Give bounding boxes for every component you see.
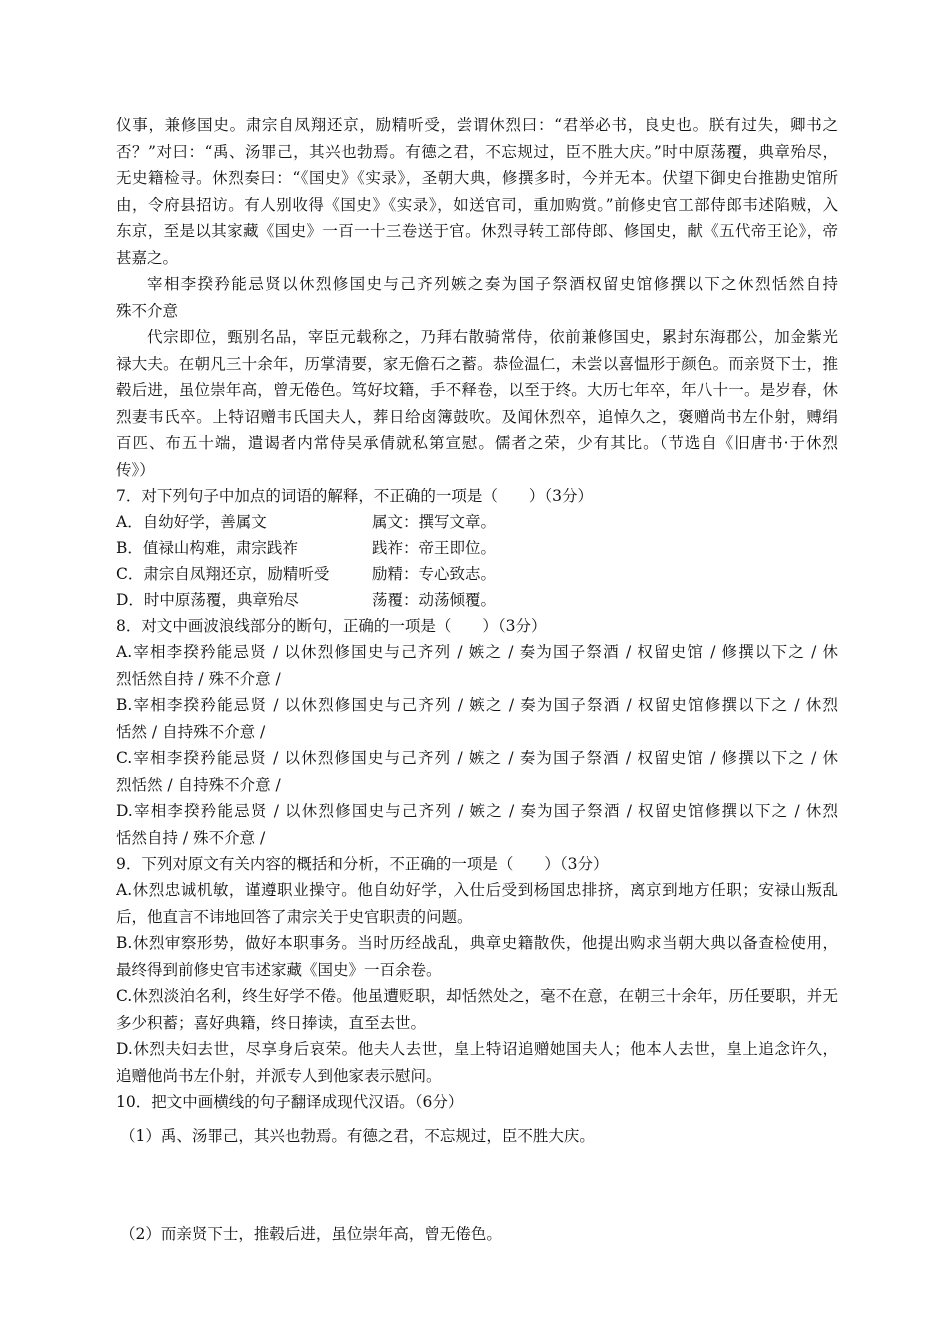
question-9-option-d — [116, 1036, 838, 1089]
question-8-option-b — [116, 692, 838, 745]
option-explanation: 荡覆：动荡倾覆。 — [372, 591, 497, 609]
text-line: 毂后进，虽位崇年高，曾无倦色。笃好坟籍，手不释卷，以至于终。大历七年卒，年八十一。是岁春，休 — [116, 381, 838, 399]
text-line: 东京，至是以其家藏《国史》一百一十三卷送于官。休烈寻转工部侍郎、修国史，献《五代帝王论》，帝 — [116, 222, 838, 240]
text-line: 百匹、布五十端，遣谒者内常侍吴承倩就私第宣慰。儒者之荣，少有其比。（节选自《旧唐书·于休烈 — [116, 434, 838, 452]
question-7-stem: 7．对下列句子中加点的词语的解释，不正确的一项是（ ）（3分） — [116, 487, 593, 505]
text-line: B.休烈审察形势，做好本职事务。当时历经战乱，典章史籍散佚，他提出购求当朝大典以备查检使用， — [116, 934, 838, 952]
text-line: 烈恬然自持 / 殊不介意 / — [116, 669, 281, 688]
question-8-option-a — [116, 639, 838, 692]
question-7 — [116, 483, 838, 613]
question-7-option-c — [116, 561, 838, 587]
passage-paragraph-2-unpunctuated — [116, 271, 838, 324]
text-line: 最终得到前修史官韦述家藏《国史》一百余卷。 — [116, 960, 442, 979]
question-7-option-d — [116, 587, 838, 613]
question-9-option-a — [116, 877, 838, 930]
question-9-stem: 9．下列对原文有关内容的概括和分析，不正确的一项是（ ）（3分） — [116, 855, 609, 873]
text-line: D.休烈夫妇去世，尽享身后哀荣。他夫人去世，皇上特诏追赠她国夫人；他本人去世，皇上追念许久， — [116, 1040, 838, 1058]
text-line: 仪事，兼修国史。肃宗自凤翔还京，励精听受，尝谓休烈曰：“君举必书，良史也。朕有过失，卿书之 — [116, 116, 838, 134]
translation-item-2: （2）而亲贤下士，推毂后进，虽位崇年高，曾无倦色。 — [120, 1225, 502, 1243]
text-line: 无史籍检寻。休烈奏曰：“《国史》《实录》，圣朝大典，修撰多时，今并无本。伏望下御史台推勘史馆所 — [116, 169, 838, 187]
question-7-option-b — [116, 535, 838, 561]
text-line: C.宰相李揆矜能忌贤 / 以休烈修国史与己齐列 / 嫉之 / 奏为国子祭酒 / 权留史馆 / 修撰以下之 / 休 — [116, 749, 838, 767]
option-explanation: 励精：专心致志。 — [372, 565, 497, 583]
question-7-option-a — [116, 509, 838, 535]
text-line: 后，他直言不讳地回答了肃宗关于史官职责的问题。 — [116, 907, 473, 926]
question-10 — [116, 1089, 838, 1247]
text-line: 宰相李揆矜能忌贤以休烈修国史与己齐列嫉之奏为国子祭酒权留史馆修撰以下之休烈恬然自持 — [147, 275, 838, 293]
answer-space[interactable] — [116, 1149, 838, 1221]
text-line: 多少积蓄；喜好典籍，终日捧读，直至去世。 — [116, 1013, 427, 1032]
passage-paragraph-1 — [116, 112, 838, 271]
text-line: 否？”对曰：“禹、汤罪己，其兴也勃焉。有德之君，不忘规过，臣不胜大庆。”时中原荡覆，典章殆尽， — [116, 142, 838, 161]
text-line: D.宰相李揆矜能忌贤 / 以休烈修国史与己齐列 / 嫉之 / 奏为国子祭酒 / 权留史馆修撰以下之 / 休烈 — [116, 802, 838, 820]
question-8-option-d — [116, 798, 838, 851]
text-line: 代宗即位，甄别名品，宰臣元载称之，乃拜右散骑常侍，依前兼修国史，累封东海郡公，加金紫光 — [147, 328, 838, 346]
passage-paragraph-3 — [116, 324, 838, 483]
option-explanation: 践祚：帝王即位。 — [372, 539, 497, 557]
text-line: 追赠他尚书左仆射，并派专人到他家表示慰问。 — [116, 1066, 442, 1085]
exam-page — [116, 112, 838, 1247]
text-line: 烈恬然 / 自持殊不介意 / — [116, 775, 281, 794]
question-8-option-c — [116, 745, 838, 798]
text-line: 恬然 / 自持殊不介意 / — [116, 722, 266, 741]
text-line: 殊不介意 — [116, 301, 179, 320]
option-sentence: C．肃宗自凤翔还京，励精听受 — [116, 565, 330, 583]
translation-item-1: （1）禹、汤罪己，其兴也勃焉。有德之君，不忘规过，臣不胜大庆。 — [120, 1127, 595, 1145]
option-explanation: 属文：撰写文章。 — [372, 513, 497, 531]
question-8-stem: 8．对文中画波浪线部分的断句，正确的一项是（ ）（3分） — [116, 617, 547, 635]
text-line: B.宰相李揆矜能忌贤 / 以休烈修国史与己齐列 / 嫉之 / 奏为国子祭酒 / 权留史馆修撰以下之 / 休烈 — [116, 696, 838, 714]
question-10-stem: 10．把文中画横线的句子翻译成现代汉语。（6分） — [116, 1093, 464, 1111]
text-line: 传》） — [116, 460, 155, 479]
option-sentence: A．自幼好学，善属文 — [116, 513, 267, 531]
question-9-option-b — [116, 930, 838, 983]
option-sentence: B．值禄山构难，肃宗践祚 — [116, 539, 298, 557]
text-line: 禄大夫。在朝凡三十余年，历掌清要，家无儋石之蓄。恭俭温仁，未尝以喜愠形于颜色。而亲贤下士，推 — [116, 354, 838, 373]
question-9 — [116, 851, 838, 1089]
option-sentence: D．时中原荡覆，典章殆尽 — [116, 591, 299, 609]
question-9-option-c — [116, 983, 838, 1036]
text-line: 甚嘉之。 — [116, 248, 179, 267]
text-line: C.休烈淡泊名利，终生好学不倦。他虽遭贬职，却恬然处之，毫不在意，在朝三十余年，历任要职，并无 — [116, 987, 838, 1005]
text-line: 恬然自持 / 殊不介意 / — [116, 828, 266, 847]
text-line: 烈妻韦氏卒。上特诏赠韦氏国夫人，葬日给卤簿鼓吹。及闻休烈卒，追悼久之，褒赠尚书左仆射，赙绢 — [116, 407, 838, 426]
text-line: A.宰相李揆矜能忌贤 / 以休烈修国史与己齐列 / 嫉之 / 奏为国子祭酒 / 权留史馆 / 修撰以下之 / 休 — [116, 643, 838, 661]
question-8 — [116, 613, 838, 851]
text-line: A.休烈忠诚机敏，谨遵职业操守。他自幼好学，入仕后受到杨国忠排挤，离京到地方任职；安禄山叛乱 — [116, 881, 838, 899]
text-line: 由，令府县招访。有人别收得《国史》《实录》，如送官司，重加购赏。”前修史官工部侍郎韦述陷贼，入 — [116, 195, 838, 214]
